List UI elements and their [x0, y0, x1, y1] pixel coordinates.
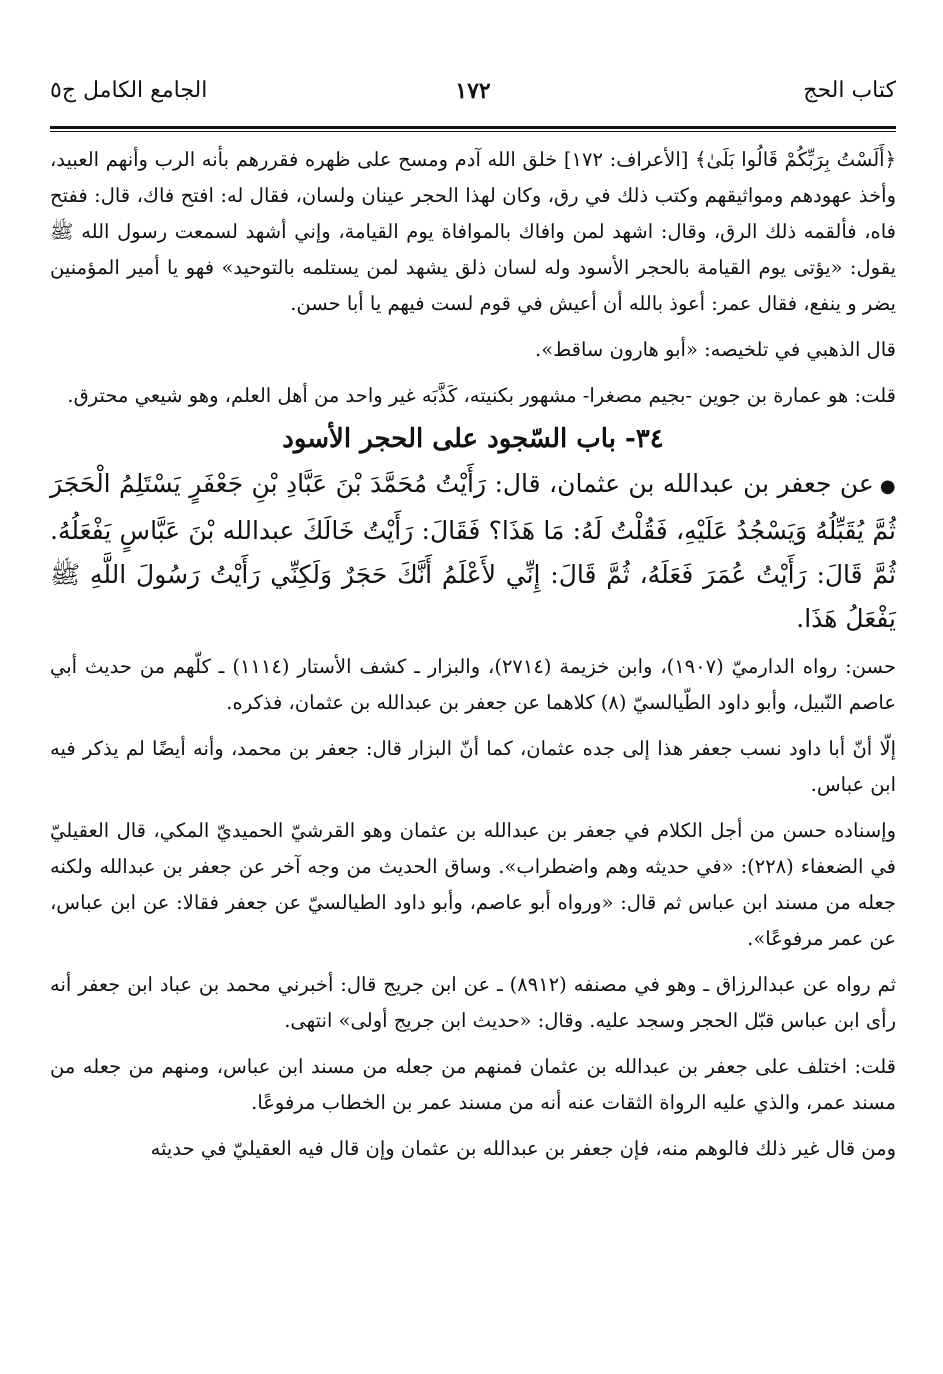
- header-volume-title: الجامع الكامل ج٥: [50, 78, 208, 103]
- paragraph-3: قلت: هو عمارة بن جوين -بجيم مصغرا- مشهور بكنيته، كَذَّبَه غير واحد من أهل العلم، وهو شيعي محترق.: [67, 384, 896, 407]
- header-rule-thin: [50, 131, 896, 132]
- hadith-text: عن جعفر بن عبدالله بن عثمان، قال: رَأَيْتُ مُحَمَّدَ بْنَ عَبَّادِ بْنِ جَعْفَرٍ يَسْتَلِمُ الْحَجَرَ ثُمَّ يُقَبِّلُهُ وَيَسْجُدُ عَلَيْهِ، فَقُلْتُ لَهُ: مَا هَذَا؟ فَقَالَ: رَأَيْتُ خَالَكَ عبدالله بْنَ عَبَّاسٍ يَفْعَلُهُ. ثُمَّ قَالَ: رَأَيْتُ عُمَرَ فَعَلَهُ، ثُمَّ قَالَ: إِنِّي لأَعْلَمُ أَنَّكَ حَجَرٌ وَلَكِنِّي رَأَيْتُ رَسُولَ اللَّهِ ﷺ يَفْعَلُ هَذَا.: [50, 469, 896, 633]
- commentary-4: ثم رواه عن عبدالرزاق ـ وهو في مصنفه (٨٩١٢) ـ عن ابن جريج قال: أخبرني محمد بن عباد ابن جعفر أنه رأى ابن عباس قبّل الحجر وسجد عليه. وقال: «حديث ابن جريج أولى» انتهى.: [50, 973, 896, 1032]
- book-page: [50, 60, 896, 1177]
- commentary-1: حسن: رواه الدارميّ (١٩٠٧)، وابن خزيمة (٢٧١٤)، والبزار ـ كشف الأستار (١١١٤) ـ كلّهم من حديث أبي عاصم النّبيل، وأبو داود الطّيالسيّ (٨) كلاهما عن جعفر بن عبدالله بن عثمان، فذكره.: [50, 655, 896, 714]
- bullet-icon: ●: [879, 476, 896, 497]
- page-number: ١٧٢: [455, 78, 491, 104]
- commentary-5: قلت: اختلف على جعفر بن عبدالله بن عثمان فمنهم من جعله من مسند ابن عباس، ومنهم من جعله من مسند عمر، والذي عليه الرواة الثقات عنه أنه من مسند عمر بن الخطاب مرفوعًا.: [50, 1055, 896, 1114]
- section-title: ٣٤- باب السّجود على الحجر الأسود: [282, 424, 664, 454]
- hadith-text-block: [50, 462, 896, 641]
- commentary-6: ومن قال غير ذلك فالوهم منه، فإن جعفر بن عبدالله بن عثمان وإن قال فيه العقيليّ في حديثه: [150, 1137, 896, 1160]
- paragraph-2: قال الذهبي في تلخيصه: «أبو هارون ساقط».: [535, 338, 896, 361]
- header-rule-thick: [50, 126, 896, 129]
- page-header: [50, 60, 896, 104]
- commentary-3: وإسناده حسن من أجل الكلام في جعفر بن عبدالله بن عثمان وهو القرشيّ الحميديّ المكي، قال العقيليّ في الضعفاء (٢٢٨): «في حديثه وهم واضطراب». وساق الحديث من وجه آخر عن جعفر بن عبدالله ولكنه جعله من مسند ابن عباس ثم قال: «ورواه أبو عاصم، وأبو داود الطيالسيّ عن جعفر فقالا: عن ابن عباس، عن عمر مرفوعًا».: [50, 819, 896, 950]
- paragraph-1: ﴿أَلَسْتُ بِرَبِّكُمْ قَالُوا بَلَىٰ﴾ [الأعراف: ١٧٢] خلق الله آدم ومسح على ظهره فقررهم بأنه الرب وأنهم العبيد، وأخذ عهودهم ومواثيقهم وكتب ذلك في رق، وكان لهذا الحجر عينان ولسان، فقال له: افتح فاك، قال: ففتح فاه، فألقمه ذلك الرق، وقال: اشهد لمن وافاك بالموافاة يوم القيامة، وإني أشهد لسمعت رسول الله ﷺ يقول: «يؤتى يوم القيامة بالحجر الأسود وله لسان ذلق يشهد لمن يستلمه بالتوحيد» فهو يا أمير المؤمنين يضر و ينفع، فقال عمر: أعوذ بالله أن أعيش في قوم لست فيهم يا أبا حسن.: [50, 148, 896, 315]
- commentary-2: إلّا أنّ أبا داود نسب جعفر هذا إلى جده عثمان، كما أنّ البزار قال: جعفر بن محمد، وأنه أيضًا لم يذكر فيه ابن عباس.: [50, 737, 896, 796]
- header-book-title: كتاب الحج: [803, 78, 896, 103]
